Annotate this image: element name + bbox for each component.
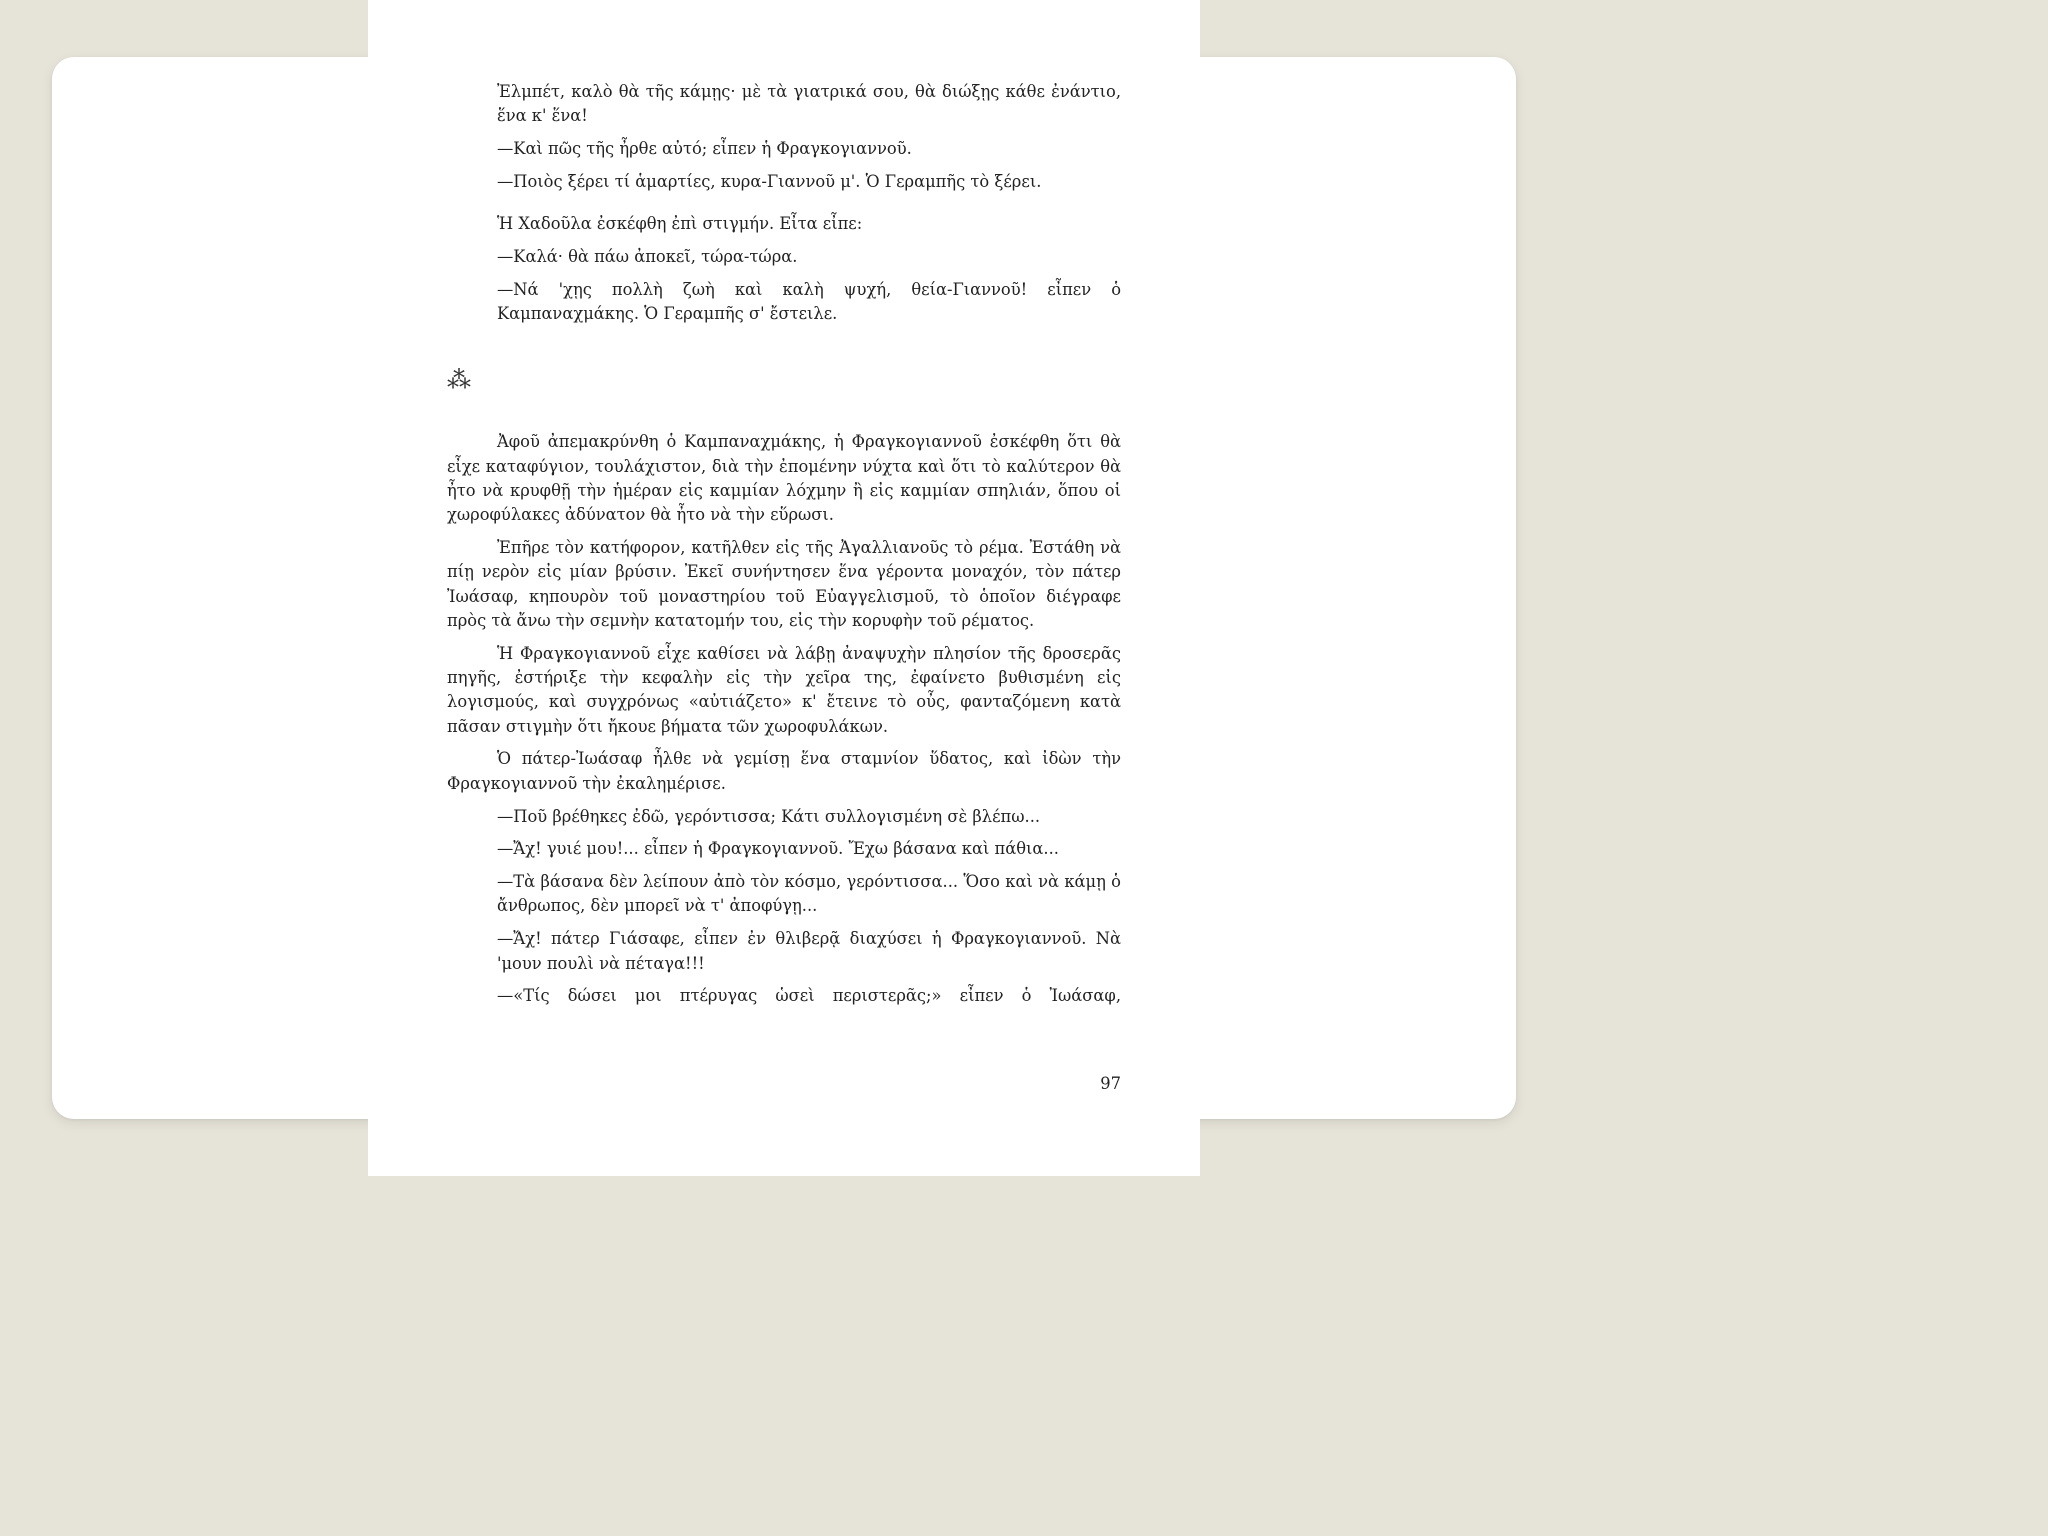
paragraph: Ἐλμπέτ, καλὸ θὰ τῆς κάμῃς· μὲ τὰ γιατρικά σου, θὰ διώξῃς κάθε ἐνάντιο, ἕνα κ' ἕνα! (497, 82, 1121, 126)
paragraph: Ἀφοῦ ἀπεμακρύνθη ὁ Καμπαναχμάκης, ἡ Φραγκογιαννοῦ ἐσκέφθη ὅτι θὰ εἶχε καταφύγιον, τουλάχιστον, διὰ τὴν ἐπομένην νύχτα καὶ ὅτι τὸ καλύτερον θὰ ἦτο νὰ κρυφθῇ τὴν ἡμέραν εἰς καμμίαν λόχμην ἢ εἰς καμμίαν σπηλιάν, ὅπου οἱ χωροφύλακες ἀδύνατον θὰ ἦτο νὰ τὴν εὕρωσι. (447, 432, 1121, 525)
paragraph: Ἐπῆρε τὸν κατήφορον, κατῆλθεν εἰς τῆς Ἀγαλλιανοῦς τὸ ρέμα. Ἐστάθη νὰ πίῃ νερὸν εἰς μίαν βρύσιν. Ἐκεῖ συνήντησεν ἕνα γέροντα μοναχόν, τὸν πάτερ Ἰωάσαφ, κηπουρὸν τοῦ μοναστηρίου τοῦ Εὐαγγελισμοῦ, τὸ ὁποῖον διέγραφε πρὸς τὰ ἄνω τὴν σεμνὴν κατατομήν του, εἰς τὴν κορυφὴν τοῦ ρέματος. (447, 538, 1121, 630)
dialogue-line: —Ποῦ βρέθηκες ἐδῶ, γερόντισσα; Κάτι συλλογισμένη σὲ βλέπω... (497, 806, 1041, 826)
dialogue-line: —«Τίς δώσει μοι πτέρυγας ὡσεὶ περιστερᾶς;» εἶπεν ὁ Ἰωάσαφ, (497, 986, 1121, 1006)
page-text (447, 80, 1121, 1017)
dialogue-line: —Ἄχ! πάτερ Γιάσαφε, εἶπεν ἐν θλιβερᾷ διαχύσει ἡ Φραγκογιαννοῦ. Νὰ 'μουν πουλὶ νὰ πέταγα!!! (497, 929, 1121, 973)
page-number: 97 (1100, 1074, 1121, 1093)
paragraph: —Νά 'χῃς πολλὴ ζωὴ καὶ καλὴ ψυχή, θεία-Γιαννοῦ! εἶπεν ὁ Καμπαναχμάκης. Ὁ Γεραμπῆς σ' ἔστειλε. (497, 279, 1121, 324)
dialogue-line: —Τὰ βάσανα δὲν λείπουν ἀπὸ τὸν κόσμο, γερόντισσα... Ὅσο καὶ νὰ κάμῃ ὁ ἄνθρωπος, δὲν μπορεῖ νὰ τ' ἀποφύγῃ... (497, 872, 1121, 916)
paragraph: —Καὶ πῶς τῆς ἦρθε αὐτό; εἶπεν ἡ Φραγκογιαννοῦ. (497, 139, 912, 159)
paragraph: —Καλά· θὰ πάω ἀποκεῖ, τώρα-τώρα. (497, 246, 798, 266)
paragraph: Ὁ πάτερ-Ἰωάσαφ ἦλθε νὰ γεμίσῃ ἕνα σταμνίον ὕδατος, καὶ ἰδὼν τὴν Φραγκογιαννοῦ τὴν ἐκαλημέρισε. (447, 749, 1121, 793)
dialogue-line: —Ἄχ! γυιέ μου!... εἶπεν ἡ Φραγκογιαννοῦ. Ἔχω βάσανα καὶ πάθια... (497, 839, 1059, 859)
section-ornament: ⁂ (447, 366, 471, 395)
paragraph: —Ποιὸς ξέρει τί ἁμαρτίες, κυρα-Γιαννοῦ μ'. Ὁ Γεραμπῆς τὸ ξέρει. (497, 171, 1042, 191)
paragraph: Ἡ Φραγκογιαννοῦ εἶχε καθίσει νὰ λάβῃ ἀναψυχὴν πλησίον τῆς δροσερᾶς πηγῆς, ἐστήριξε τὴν κεφαλὴν εἰς τὴν χεῖρα της, ἐφαίνετο βυθισμένη εἰς λογισμούς, καὶ συγχρόνως «αὐτιάζετο» κ' ἔτεινε τὸ οὖς, φανταζόμενη κατὰ πᾶσαν στιγμὴν ὅτι ἤκουε βήματα τῶν χωροφυλάκων. (447, 643, 1121, 736)
paragraph: Ἡ Χαδοῦλα ἐσκέφθη ἐπὶ στιγμήν. Εἶτα εἶπε: (497, 214, 863, 234)
